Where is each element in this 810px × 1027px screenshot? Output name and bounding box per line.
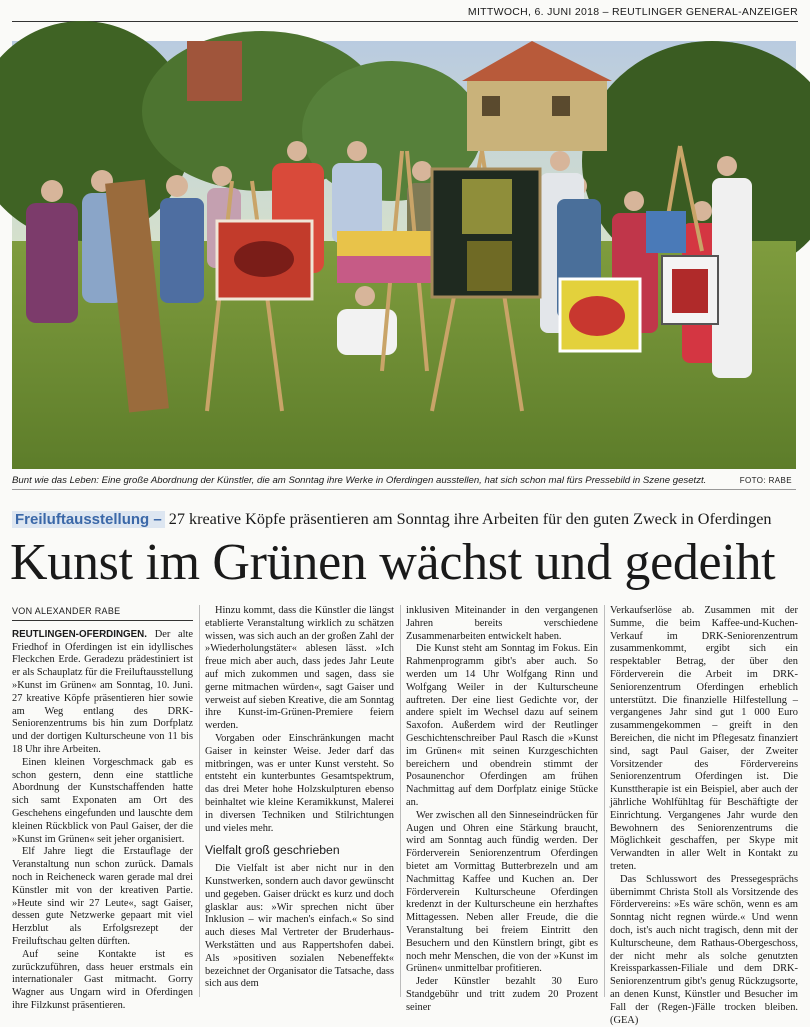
- paragraph: Verkaufserlöse ab. Zusammen mit der Summe, die beim Kaffee-und-Kuchen-Verkauf im DRK-Seniorenzentrum zusammenkommt, ergibt sich ein respektabler Betrag, der über den Förderverein die Arbeit im DRK-Seniorenzentrum Oferdingen erheblich unterstützt. Die finanzielle Hilfestellung – vergangenes Jahr sind gut 1 000 Euro zusammengekommen – greift in den Bereichen, die nicht im Pflegesatz finanziert sind, sagt Paul Gaiser, der Zweiter Vorsitzender des Fördervereins Seniorenzentrum Oferdingen ist. Die Kunsttherapie ist ein Beispiel, aber auch der jährliche Wohlfühltag für Beschäftigte der Einrichtung. Vergangenes Jahr wurde den Bewohnern des Seniorenzentrums die Möglichkeit geschaffen, per Skype mit Verwandten in aller Welt in Kontakt zu treten.: [610, 605, 798, 872]
- paragraph-text: Der alte Friedhof in Oferdingen ist ein idyllisches Fleckchen Erde. Geradezu prädestiniert ist er als Schauplatz für die Freiluftausstellung »Kunst im Grünen« am Sonntag, 10. Juni. 27 kreative Köpfe präsentieren hier sowie am Weg entlang des DRK-Seniorenzentrums bis hin zum Dorfplatz und der dortigen Kulturscheune von 11 bis 18 Uhr ihre Arbeiten.: [12, 628, 193, 755]
- headline: Kunst im Grünen wächst und gedeiht: [10, 534, 776, 591]
- paragraph: Die Vielfalt ist aber nicht nur in den Kunstwerken, sondern auch davor gewünscht und gegeben. Gaiser drückt es kurz und doch glasklar aus: »Wir sprechen nicht über Inklusion – wir machen's einfach.« So sind auch dieses Mal Vertreter der Bruderhaus-Werkstätten und aus Rappertshofen dabei. Als »positiven sozialen Nebeneffekt« bezeichnet der Organisator die Tatsache, dass sich aus dem: [205, 863, 394, 990]
- article-column-2: [205, 605, 394, 997]
- paragraph: Die Kunst steht am Sonntag im Fokus. Ein Rahmenprogramm gibt's aber auch. So werden um 14 Uhr Wolfgang Rinn und Wolfgang Weiler in der Kulturscheune auftreten. Der eine liest Gedichte vor, der andere spielt im Wechsel dazu auf seinem Saxofon. Außerdem wird der Reutlinger Geschichtenschreiber Paul Rasch die »Kunst im Grünen« mit seinen Kurzgeschichten bereichern und obendrein stimmt der Posaunenchor Oferdingen am frühen Nachmittag auf dem Dorfplatz einige Stücke an.: [406, 643, 598, 808]
- group-photo: [12, 41, 796, 469]
- paragraph: [12, 629, 193, 757]
- group-photo-illustration: [12, 41, 796, 469]
- kicker: Freiluftausstellung –: [12, 511, 165, 528]
- photo-caption: [12, 473, 796, 490]
- article-column-4: [610, 605, 798, 1026]
- article-column-3: [406, 605, 598, 1013]
- paragraph: Elf Jahre liegt die Erstauflage der Veranstaltung nun schon zurück. Damals noch in Reicheneck waren gerade mal drei Künstler mit von der kreativen Partie. »Heute sind wir 27 Leute«, sagt Gaiser, dessen gute Netzwerke gepaart mit viel Herzblut als Erfolgsrezept der Freiluftschau gelten dürften.: [12, 846, 193, 947]
- paragraph: Einen kleinen Vorgeschmack gab es schon gestern, denn eine stattliche Abordnung der Kunstschaffenden hatte sich samt Exponaten am Ort des Geschehens eingefunden und lauschte dem kleinen Rückblick von Paul Gaiser, der die »Kunst im Grünen« seit jeher organisiert.: [12, 756, 193, 845]
- subheadline-text: 27 kreative Köpfe präsentieren am Sonntag ihre Arbeiten für den guten Zweck in Oferdingen: [164, 510, 772, 528]
- dateline: REUTLINGEN-OFERDINGEN.: [12, 628, 147, 640]
- photo-caption-text: Bunt wie das Leben: Eine große Abordnung der Künstler, die am Sonntag ihre Werke in Oferdingen ausstellen, hat sich schon mal fürs Pressebild in Szene gesetzt.: [12, 475, 707, 486]
- photo-credit: FOTO: RABE: [739, 476, 792, 485]
- paragraph: Jeder Künstler bezahlt 30 Euro Standgebühr und tritt zudem 20 Prozent seiner: [406, 976, 598, 1013]
- paragraph: Vorgaben oder Einschränkungen macht Gaiser in keinster Weise. Jeder darf das mitbringen, was er unter Kunst versteht. So entsteht ein kunterbuntes Gesamtspektrum, das drei Meter hohe Holzskulpturen ebenso beinhaltet wie kleine Keramikkunst, Malerei in diversen Techniken und Stilrichtungen und vieles mehr.: [205, 732, 394, 834]
- column-divider: [199, 605, 200, 997]
- paragraph: inklusiven Miteinander in den vergangenen Jahren bereits verschiedene Zusammenarbeiten entwickelt haben.: [406, 605, 598, 642]
- byline: VON ALEXANDER RABE: [12, 605, 193, 621]
- paragraph: Auf seine Kontakte ist es zurückzuführen, dass heuer erstmals ein internationaler Gast mitmacht. Gorry Wagner aus Ungarn wird in Oferdingen ihre Filzkunst präsentieren.: [12, 948, 193, 1011]
- paragraph: Das Schlusswort des Pressegesprächs übernimmt Christa Stoll als Vorsitzende des Fördervereins: »Es wäre schön, wenn es am Sonntag nicht regnen würde.« Und wenn doch, ist's auch nicht tragisch, denn mit der Kulturscheune, dem Rathaus-Obergeschoss, der nicht mehr als solche genutzten Kreissparkassen-Filiale und dem DRK-Seniorenzentrum gibt's genug Rückzugsorte, an denen Kunst, Künstler und Besucher im Fall der (Regen-)Fälle trocken bleiben. (GEA): [610, 873, 798, 1026]
- column-divider: [400, 605, 401, 997]
- paragraph: Hinzu kommt, dass die Künstler die längst etablierte Veranstaltung wirklich zu schätzen wissen, was sich auch an der großen Zahl der »Wiederholungstäter« ablesen lässt. »Ich freue mich aber auch, dass jedes Jahr Leute auf mich zukommen und sagen, dass sie gerne mitmachen würden«, sagt Gaiser und verweist auf sieben Kreative, die am Sonntag ihre Kunst-im-Grünen-Premiere feiern werden.: [205, 605, 394, 732]
- column-divider: [604, 605, 605, 997]
- paragraph: Wer zwischen all den Sinneseindrücken für Augen und Ohren eine Stärkung braucht, wird am Sonntag auch fündig werden. Der Förderverein Seniorenzentrum Oferdingen bietet am Vormittag Butterbrezeln und am Nachmittag Kaffee und Kuchen an. Der Förderverein Kulturscheune Oferdingen kredenzt in der Kulturscheune ein herzhaftes Mittagessen. Neben aller Freude, die die Veranstaltung bei freiem Eintritt den Besuchern und den Künstlern bringt, gibt es noch mehr Menschen, die von der »Kunst im Grünen« unmittelbar profitieren.: [406, 809, 598, 975]
- page-masthead: MITTWOCH, 6. JUNI 2018 – REUTLINGER GENERAL-ANZEIGER: [12, 3, 798, 22]
- article-column-1: [12, 605, 193, 1011]
- section-subhead: Vielfalt groß geschrieben: [205, 843, 340, 858]
- subheadline: [12, 507, 796, 531]
